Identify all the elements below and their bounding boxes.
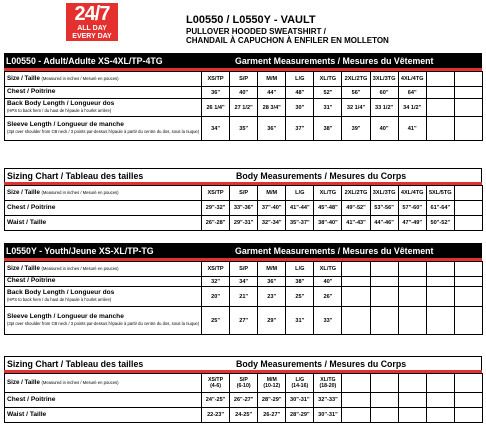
table-row: Chest / Poitrine 32" 34" 36" 38" 40" — [5, 277, 483, 287]
logo-number: 24/7 — [66, 3, 118, 25]
table-row: Back Body Length / Longueur dos (HPS to back hem / du haut de l'épaule à l'ourlet arrière) 26 1/4" 27 1/2" 28 3/4" 30" 31" 32 1/4" 33 1/2" 34 1/2" — [5, 99, 483, 117]
size-header: 4XL/4TG — [398, 72, 426, 87]
size-header: 2XL/2TG — [342, 72, 370, 87]
table-row: Sleeve Length / Longueur de manche (3pt over shoulder from CB neck / 3 points par-dessus l'épaule à partir du centre du dos, sous la nuque) 25" 27" 29" 31" 33" — [5, 307, 483, 335]
logo-tagline — [66, 25, 118, 41]
adult-garment-section — [4, 53, 482, 141]
adult-body-section — [4, 168, 482, 231]
section-title: Sizing Chart / Tableau des tailles — [7, 170, 144, 181]
size-header: L/G — [286, 72, 314, 87]
size-label-cell: Size / Taille (Measured in inches / Mesuré en pouces) — [5, 72, 202, 87]
youth-body-table — [4, 373, 483, 423]
page-title: L00550 / L0550Y - VAULT — [186, 14, 316, 26]
adult-body-bar — [4, 168, 482, 182]
section-title: L0550Y - Youth/Jeune XS-XL/TP-TG — [6, 245, 154, 256]
header — [0, 0, 486, 52]
size-header: S/P — [230, 72, 258, 87]
table-header-row: Size / Taille (Measured in inches / Mesuré en pouces) XS/TP S/P M/M L/G XL/TG 2XL/2TG 3XL/3TG 4XL/4TG 5XL/5TG — [5, 186, 483, 201]
table-row: Chest / Poitrine 24"-25" 26"-27" 28"-29" 30"-31" 32"-33" — [5, 393, 483, 408]
section-title: Sizing Chart / Tableau des tailles — [7, 358, 144, 369]
logo-line-2: EVERY DAY — [72, 33, 112, 40]
table-row: Waist / Taille 22-23" 24-25" 26-27" 28"-29" 30"-31" — [5, 408, 483, 423]
size-header: XL/TG — [314, 72, 342, 87]
table-row: Chest / Poitrine 29"-32" 33"-36" 37"-40" 41"-44" 45"-48" 49"-52" 53"-56" 57"-60" 61"-64" — [5, 201, 483, 216]
table-header-row: Size / Taille (Measured in inches / Mesuré en pouces) XS/TP S/P M/M L/G XL/TG — [5, 262, 483, 277]
section-subtitle: Body Measurements / Mesures du Corps — [236, 170, 407, 181]
adult-garment-bar — [4, 53, 482, 68]
section-subtitle: Body Measurements / Mesures du Corps — [236, 358, 407, 369]
table-header-row — [5, 72, 483, 87]
table-row: Sleeve Length / Longueur de manche (3pt over shoulder from CB neck / 3 points par-dessus l'épaule à partir du centre du dos, sous la nuque) 34" 35" 36" 37" 38" 39" 40" 41" — [5, 117, 483, 141]
table-row: Back Body Length / Longueur dos (HPS to back hem / du haut de l'épaule à l'ourlet arrière) 20" 21" 23" 25" 26" — [5, 287, 483, 307]
empty-cell — [454, 72, 482, 87]
youth-garment-section — [4, 243, 482, 335]
section-subtitle: Garment Measurements / Mesures du Vêtement — [235, 245, 434, 256]
youth-body-section — [4, 356, 482, 423]
size-header: M/M — [258, 72, 286, 87]
table-row: Waist / Taille 26"-28" 29"-31" 32"-34" 35"-37" 38"-40" 41"-43" 44"-46" 47"-49" 50"-52" — [5, 216, 483, 231]
youth-garment-table — [4, 261, 483, 335]
size-header: 3XL/3TG — [370, 72, 398, 87]
size-header: XS/TP — [202, 72, 230, 87]
logo-line-1: ALL DAY — [77, 25, 107, 32]
section-title: L00550 - Adult/Adulte XS-4XL/TP-4TG — [6, 55, 163, 66]
adult-garment-table — [4, 71, 483, 141]
empty-cell — [426, 72, 454, 87]
youth-garment-bar — [4, 243, 482, 258]
title-group — [186, 14, 389, 45]
table-header-row: Size / Taille (Measured in inches / Mesuré en pouces) XS/TP (4-6) S/P (6-10) M/M (10-12) L/G (14-16) XL/TG (18-20) — [5, 374, 483, 393]
adult-body-table — [4, 185, 483, 231]
brand-logo — [66, 3, 118, 49]
section-subtitle: Garment Measurements / Mesures du Vêtement — [235, 55, 434, 66]
page-subtitle-2: CHANDAIL À CAPUCHON À ENFILER EN MOLLETON — [186, 36, 389, 45]
youth-body-bar — [4, 356, 482, 370]
table-row: Chest / Poitrine 36" 40" 44" 48" 52" 56" 60" 64" — [5, 87, 483, 99]
page-subtitle-1: PULLOVER HOODED SWEATSHIRT / — [186, 27, 326, 36]
